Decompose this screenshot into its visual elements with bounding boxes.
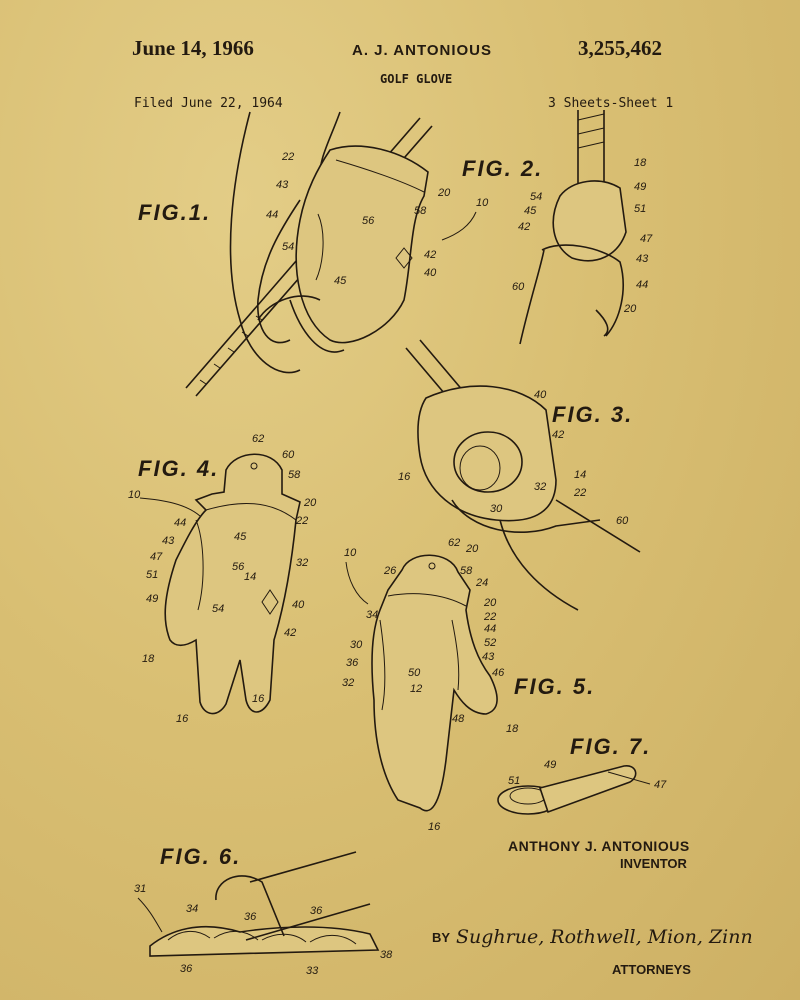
fig3-ref-60: 60 (616, 515, 629, 527)
fig4-ref-20: 20 (304, 497, 317, 509)
fig6-ref-36a: 36 (244, 911, 257, 923)
fig5-ref-30: 30 (350, 639, 363, 651)
fig6-ref-36b: 36 (310, 905, 323, 917)
fig3-label: FIG. 3. (552, 402, 634, 427)
fig6-ref-34: 34 (186, 903, 199, 915)
fig5-ref-52: 52 (484, 637, 497, 649)
patent-number: 3,255,462 (578, 36, 662, 60)
fig6-ref-33: 33 (306, 965, 319, 977)
fig5-ref-26: 26 (384, 565, 397, 577)
fig1-ref-58: 58 (414, 205, 427, 217)
fig5-ref-48: 48 (452, 713, 465, 725)
fig5-ref-58: 58 (460, 565, 473, 577)
fig5-ref-12: 12 (410, 683, 423, 695)
fig4-ref-51: 51 (146, 569, 159, 581)
fig1-ref-20: 20 (438, 187, 451, 199)
fig2-ref-43: 43 (636, 253, 649, 265)
inventor-role: INVENTOR (620, 856, 687, 871)
fig4-ref-47: 47 (150, 551, 163, 563)
fig3-ref-14: 14 (574, 469, 587, 481)
fig4-label: FIG. 4. (138, 456, 220, 481)
fig2-label: FIG. 2. (462, 156, 544, 181)
fig5-ref-16: 16 (428, 821, 441, 833)
fig7-drawing (498, 759, 667, 814)
fig4-ref-49: 49 (146, 593, 159, 605)
fig6-ref-36c: 36 (180, 963, 193, 975)
fig4-ref-44: 44 (174, 517, 187, 529)
fig2-ref-49: 49 (634, 181, 647, 193)
fig5-label: FIG. 5. (514, 674, 596, 699)
fig4-ref-56: 56 (232, 561, 245, 573)
fig4-ref-43: 43 (162, 535, 175, 547)
fig4-drawing (128, 433, 317, 725)
fig2-ref-51: 51 (634, 203, 647, 215)
fig3-ref-22: 22 (574, 487, 587, 499)
fig4-ref-54: 54 (212, 603, 225, 615)
fig5-ref-50: 50 (408, 667, 421, 679)
fig1-ref-10: 10 (476, 197, 489, 209)
fig3-ref-16: 16 (398, 471, 411, 483)
fig1-ref-45: 45 (334, 275, 347, 287)
fig1-ref-43: 43 (276, 179, 289, 191)
fig1-ref-40: 40 (424, 267, 437, 279)
sheet-count: 3 Sheets-Sheet 1 (548, 96, 674, 111)
patent-date: June 14, 1966 (132, 36, 254, 60)
fig5-ref-44: 44 (484, 623, 497, 635)
fig4-ref-22: 22 (296, 515, 309, 527)
fig5-ref-22: 22 (484, 611, 497, 623)
fig1-ref-56: 56 (362, 215, 375, 227)
fig4-ref-10: 10 (128, 489, 141, 501)
fig3-ref-20: 20 (466, 543, 479, 555)
fig2-ref-42: 42 (518, 221, 531, 233)
fig5-ref-10: 10 (344, 547, 357, 559)
fig7-label: FIG. 7. (570, 734, 652, 759)
fig2-ref-18: 18 (634, 157, 647, 169)
fig5-ref-36: 36 (346, 657, 359, 669)
fig3-ref-42: 42 (552, 429, 565, 441)
fig4-ref-18: 18 (142, 653, 155, 665)
fig2-ref-47: 47 (640, 233, 653, 245)
fig6-ref-38: 38 (380, 949, 393, 961)
fig1-ref-42: 42 (424, 249, 437, 261)
fig1-ref-54: 54 (282, 241, 295, 253)
fig7-ref-47: 47 (654, 779, 667, 791)
fig5-ref-24: 24 (476, 577, 489, 589)
fig2-ref-20: 20 (624, 303, 637, 315)
fig4-ref-62: 62 (252, 433, 265, 445)
fig2-ref-45: 45 (524, 205, 537, 217)
fig6-drawing (134, 852, 393, 977)
fig2-ref-44: 44 (636, 279, 649, 291)
fig4-ref-45: 45 (234, 531, 247, 543)
fig4-ref-32: 32 (296, 557, 309, 569)
fig1-ref-22: 22 (282, 151, 295, 163)
fig1-label: FIG.1. (138, 200, 212, 225)
fig5-ref-62: 62 (448, 537, 461, 549)
fig5-ref-43: 43 (482, 651, 495, 663)
fig3-ref-30: 30 (490, 503, 503, 515)
fig4-ref-42: 42 (284, 627, 297, 639)
fig4-ref-58: 58 (288, 469, 301, 481)
fig5-drawing (342, 537, 519, 833)
fig6-label: FIG. 6. (160, 844, 242, 869)
fig4-ref-60: 60 (282, 449, 295, 461)
fig2-ref-54: 54 (530, 191, 543, 203)
fig2-ref-60: 60 (512, 281, 525, 293)
fig1-drawing (186, 112, 489, 396)
fig7-ref-51: 51 (508, 775, 521, 787)
fig6-ref-31: 31 (134, 883, 147, 895)
fig4-ref-40: 40 (292, 599, 305, 611)
fig4-ref-16a: 16 (176, 713, 189, 725)
fig3-ref-32: 32 (534, 481, 547, 493)
fig5-ref-46: 46 (492, 667, 505, 679)
fig4-ref-16b: 16 (252, 693, 265, 705)
fig5-ref-34: 34 (366, 609, 379, 621)
fig5-ref-32: 32 (342, 677, 355, 689)
attorneys-label: ATTORNEYS (612, 962, 691, 977)
inventor-header: A. J. ANTONIOUS (352, 42, 493, 59)
fig5-ref-18: 18 (506, 723, 519, 735)
fig2-drawing (512, 110, 653, 344)
inventor-name: ANTHONY J. ANTONIOUS (508, 838, 690, 854)
fig1-ref-44: 44 (266, 209, 279, 221)
by-label: BY (432, 930, 451, 945)
fig3-ref-40: 40 (534, 389, 547, 401)
fig7-ref-49: 49 (544, 759, 557, 771)
patent-title: GOLF GLOVE (380, 72, 453, 86)
fig4-ref-14: 14 (244, 571, 257, 583)
filed-date: Filed June 22, 1964 (134, 96, 283, 111)
attorney-signature: Sughrue, Rothwell, Mion, Zinn (456, 926, 753, 948)
fig5-ref-20: 20 (484, 597, 497, 609)
